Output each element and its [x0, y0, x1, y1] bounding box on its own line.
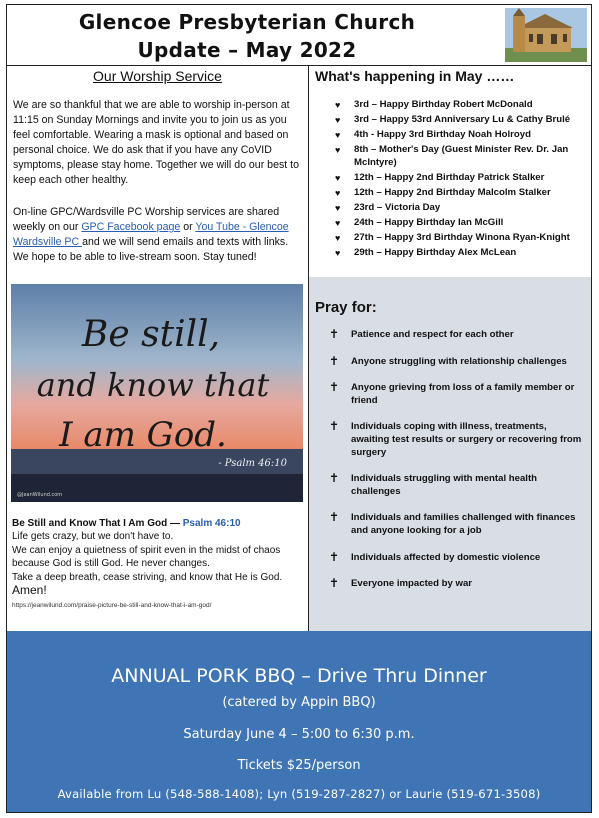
prayer-text: Individuals affected by domestic violence [351, 551, 541, 563]
event-text: 27th – Happy 3rd Birthday Winona Ryan-Knight [354, 232, 570, 244]
image-line2: and know that [36, 366, 270, 404]
event-text: 29th – Happy Birthday Alex McLean [354, 247, 517, 259]
bbq-caterer: (catered by Appin BBQ) [222, 695, 376, 710]
list-item [335, 172, 591, 185]
prayer-list [329, 329, 587, 605]
list-item [335, 114, 591, 127]
cross-icon: ✝ [329, 327, 340, 341]
list-item [335, 129, 591, 142]
image-reference: - Psalm 46:10 [218, 458, 287, 469]
psalm-reference: Psalm 46:10 [182, 518, 241, 529]
page-subtitle: Update – May 2022 [137, 38, 357, 62]
list-item [329, 512, 587, 537]
bbq-title: ANNUAL PORK BBQ – Drive Thru Dinner [111, 665, 487, 687]
list-item [335, 217, 591, 230]
bbq-tickets: Tickets $25/person [237, 758, 361, 773]
event-text: 3rd – Happy Birthday Robert McDonald [354, 99, 533, 110]
prayer-text: Anyone struggling with relationship challenges [351, 355, 567, 367]
list-item [329, 329, 587, 342]
event-text: 23rd – Victoria Day [354, 202, 441, 214]
event-text: 12th – Happy 2nd Birthday Patrick Stalker [354, 171, 545, 183]
event-text: 24th – Happy Birthday Ian McGill [354, 217, 504, 229]
worship-heading: Our Worship Service [93, 68, 222, 84]
cross-icon: ✝ [329, 471, 340, 486]
heart-icon: ♥ [335, 100, 341, 110]
bbq-contact: Available from Lu (548-588-1408); Lyn (519-287-2827) or Laurie (519-671-3508) [57, 787, 541, 801]
list-item [329, 549, 587, 565]
list-item [329, 578, 587, 591]
page-title: Glencoe Presbyterian Church [78, 10, 416, 34]
event-list [335, 99, 591, 263]
list-item [329, 382, 587, 407]
list-item [335, 187, 591, 200]
prayer-text: Anyone grieving from loss of a family member or friend [351, 382, 575, 406]
bbq-banner [7, 631, 591, 812]
worship-paragraph: We are so thankful that we are able to worship in-person at 11:15 on Sunday Mornings and invite you to join us as you feel comfortable. Wearing a mask is optional and based on personal choice. We do ask that if you have any CoVID symptoms, please stay home. Together we will do our best to keep each other healthy. [13, 99, 299, 186]
prayer-text: Everyone impacted by war [351, 578, 473, 590]
list-item [329, 353, 587, 369]
event-text: 4th - Happy 3rd Birthday Noah Holroyd [354, 129, 531, 141]
caption-heading [12, 517, 304, 530]
header [7, 5, 591, 66]
pray-title: Pray for: [315, 299, 377, 316]
cross-icon: ✝ [329, 576, 340, 591]
worship-column [7, 65, 309, 631]
heart-icon: ♥ [335, 172, 341, 183]
caption-line: Take a deep breath, cease striving, and know that He is God. [12, 571, 283, 583]
heart-icon: ♥ [335, 115, 341, 126]
list-item [335, 232, 591, 245]
caption-amen: Amen! [12, 583, 47, 598]
prayer-text: Individuals struggling with mental health challenges [351, 473, 538, 497]
church-photo [505, 8, 587, 62]
heart-icon: ♥ [335, 145, 341, 156]
list-item [329, 421, 587, 459]
online-text-start: On-line GPC/Wardsville PC Worship services are shared weekly on our [13, 206, 280, 233]
happening-section [309, 65, 591, 278]
youtube-link[interactable]: You Tube - Glencoe Wardsville PC [13, 221, 289, 248]
list-item [335, 144, 591, 169]
heart-icon: ♥ [335, 203, 341, 214]
list-item [335, 247, 591, 260]
facebook-link[interactable]: GPC Facebook page [81, 221, 181, 233]
bbq-date: Saturday June 4 – 5:00 to 6:30 p.m. [183, 727, 415, 742]
cross-icon: ✝ [329, 510, 340, 525]
newsletter-page [6, 4, 592, 813]
heart-icon: ♥ [335, 188, 341, 199]
event-text: 8th – Mother's Day (Guest Minister Rev. Dr. Jan McIntyre) [354, 144, 569, 168]
caption-line: We can enjoy a quietness of spirit even in the midst of chaos because God is still God. He never changes. [12, 544, 281, 570]
heart-icon: ♥ [335, 248, 341, 259]
heart-icon: ♥ [335, 233, 341, 244]
image-caption [12, 517, 304, 613]
heart-icon: ♥ [335, 218, 341, 229]
event-text: 12th – Happy 2nd Birthday Malcolm Stalker [354, 187, 551, 199]
caption-title: Be Still and Know That I Am God — [12, 518, 183, 529]
prayer-text: Individuals and families challenged with finances and anyone looking for a job [351, 512, 576, 536]
image-line1: Be still, [81, 314, 221, 355]
online-text-or: or [180, 221, 196, 233]
cross-icon: ✝ [329, 549, 340, 564]
list-item [335, 202, 591, 215]
online-services-paragraph [13, 205, 301, 265]
heart-icon: ♥ [335, 130, 341, 141]
cross-icon: ✝ [329, 353, 340, 368]
list-item [335, 99, 591, 112]
prayer-text: Patience and respect for each other [351, 329, 514, 340]
cross-icon: ✝ [329, 380, 340, 395]
image-credit: @JeanWilund.com [17, 492, 63, 498]
pray-section [309, 277, 591, 631]
event-text: 3rd – Happy 53rd Anniversary Lu & Cathy Brulé [354, 114, 571, 126]
happening-title: What's happening in May …… [315, 68, 515, 84]
image-line3: I am God. [59, 415, 227, 455]
caption-line: Life gets crazy, but we don't have to. [12, 531, 174, 543]
prayer-text: Individuals coping with illness, treatments, awaiting test results or surgery or recovering from surgery [351, 421, 582, 458]
online-text-end: and we will send emails and texts with links. We hope to be able to live-stream soon. Stay tuned! [13, 236, 289, 263]
source-url: https://jeanwilund.com/praise-picture-be-still-and-know-that-i-am-god/ [12, 602, 212, 610]
list-item [329, 473, 587, 498]
cross-icon: ✝ [329, 419, 340, 434]
be-still-image [11, 284, 303, 502]
